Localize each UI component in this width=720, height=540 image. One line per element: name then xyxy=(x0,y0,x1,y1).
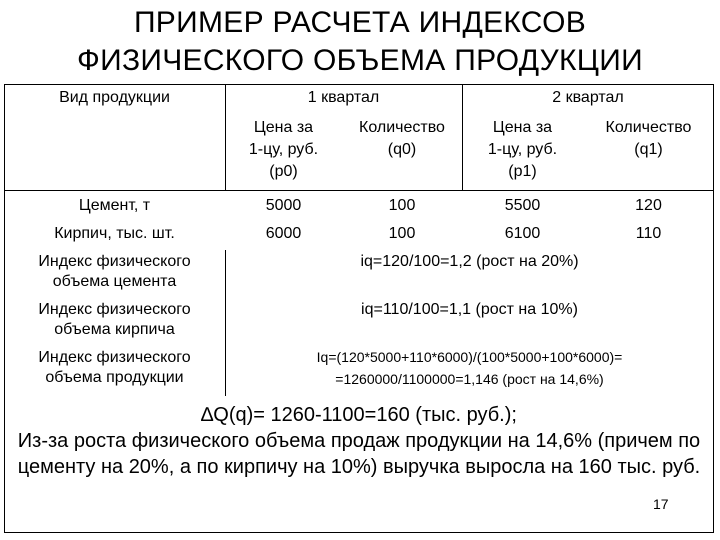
header-product-type xyxy=(4,84,225,190)
header-price-q2 xyxy=(462,114,583,190)
index-label-line: объема цемента xyxy=(52,273,177,290)
index-value-cement: iq=120/100=1,2 (рост на 20%) xyxy=(360,253,579,270)
page-number: 17 xyxy=(653,496,669,512)
header-quarter-2-label: 2 квартал xyxy=(552,89,624,106)
header-price-q1-line: 1-цу, руб. xyxy=(248,141,319,158)
conclusion-line-delta: ∆Q(q)= 1260-1100=160 (тыс. руб.); xyxy=(201,404,517,426)
header-qty-q2-line: Количество xyxy=(605,119,692,136)
header-qty-q2 xyxy=(583,114,714,190)
header-price-q2-line: 1-цу, руб. xyxy=(487,141,558,158)
header-qty-q1 xyxy=(342,114,462,190)
row-p1: 5500 xyxy=(504,197,541,214)
row-p1: 6100 xyxy=(504,225,541,242)
row-name: Кирпич, тыс. шт. xyxy=(54,225,175,242)
row-q0: 100 xyxy=(388,225,416,242)
header-qty-q1-line: (q0) xyxy=(387,141,417,158)
index-label-total xyxy=(4,346,225,396)
index-label-brick xyxy=(4,298,225,346)
conclusion-line-3: цементу на 20%, а по кирпичу на 10%) выручка выросла на 160 тыс. руб. xyxy=(17,456,701,478)
index-row-cement xyxy=(4,250,714,298)
conclusion-text xyxy=(6,402,712,480)
slide-title-line-1: ПРИМЕР РАСЧЕТА ИНДЕКСОВ xyxy=(133,6,587,39)
row-q1: 110 xyxy=(635,225,662,242)
index-label-line: Индекс физического xyxy=(38,349,191,366)
slide-title xyxy=(0,4,720,80)
index-row-brick xyxy=(4,298,714,346)
row-p0: 5000 xyxy=(265,197,302,214)
header-qty-q1-line: Количество xyxy=(359,119,445,136)
row-name: Цемент, т xyxy=(78,197,151,214)
header-quarter-1 xyxy=(225,84,462,114)
production-index-table xyxy=(4,84,714,396)
row-p0: 6000 xyxy=(265,225,302,242)
header-price-q1-line: Цена за xyxy=(253,119,314,136)
row-q0: 100 xyxy=(388,197,416,214)
index-value-total-line: Iq=(120*5000+110*6000)/(100*5000+100*6000)= xyxy=(316,349,623,365)
index-label-line: Индекс физического xyxy=(38,253,191,270)
slide-title-line-2: ФИЗИЧЕСКОГО ОБЪЕМА ПРОДУКЦИИ xyxy=(76,44,644,77)
index-label-line: объема продукции xyxy=(45,369,184,386)
index-value-total xyxy=(225,346,714,396)
index-label-line: объема кирпича xyxy=(54,321,175,338)
header-price-q2-line: (р1) xyxy=(508,163,537,180)
conclusion-line-2: Из-за роста физического объема продаж продукции на 14,6% (причем по xyxy=(17,430,701,452)
row-q1: 120 xyxy=(635,197,662,214)
header-quarter-1-label: 1 квартал xyxy=(307,89,380,106)
header-price-q2-line: Цена за xyxy=(492,119,553,136)
index-value-total-line: =1260000/1100000=1,146 (рост на 14,6%) xyxy=(335,371,604,387)
table-row xyxy=(4,220,714,250)
table-row xyxy=(4,190,714,220)
index-label-cement xyxy=(4,250,225,298)
header-price-q1-line: (р0) xyxy=(269,163,298,180)
header-qty-q2-line: (q1) xyxy=(634,141,663,158)
header-product-type-label: Вид продукции xyxy=(59,89,170,106)
index-row-total xyxy=(4,346,714,396)
header-price-q1 xyxy=(225,114,342,190)
index-label-line: Индекс физического xyxy=(38,301,191,318)
index-value-brick: iq=110/100=1,1 (рост на 10%) xyxy=(361,301,578,318)
header-quarter-2 xyxy=(462,84,714,114)
